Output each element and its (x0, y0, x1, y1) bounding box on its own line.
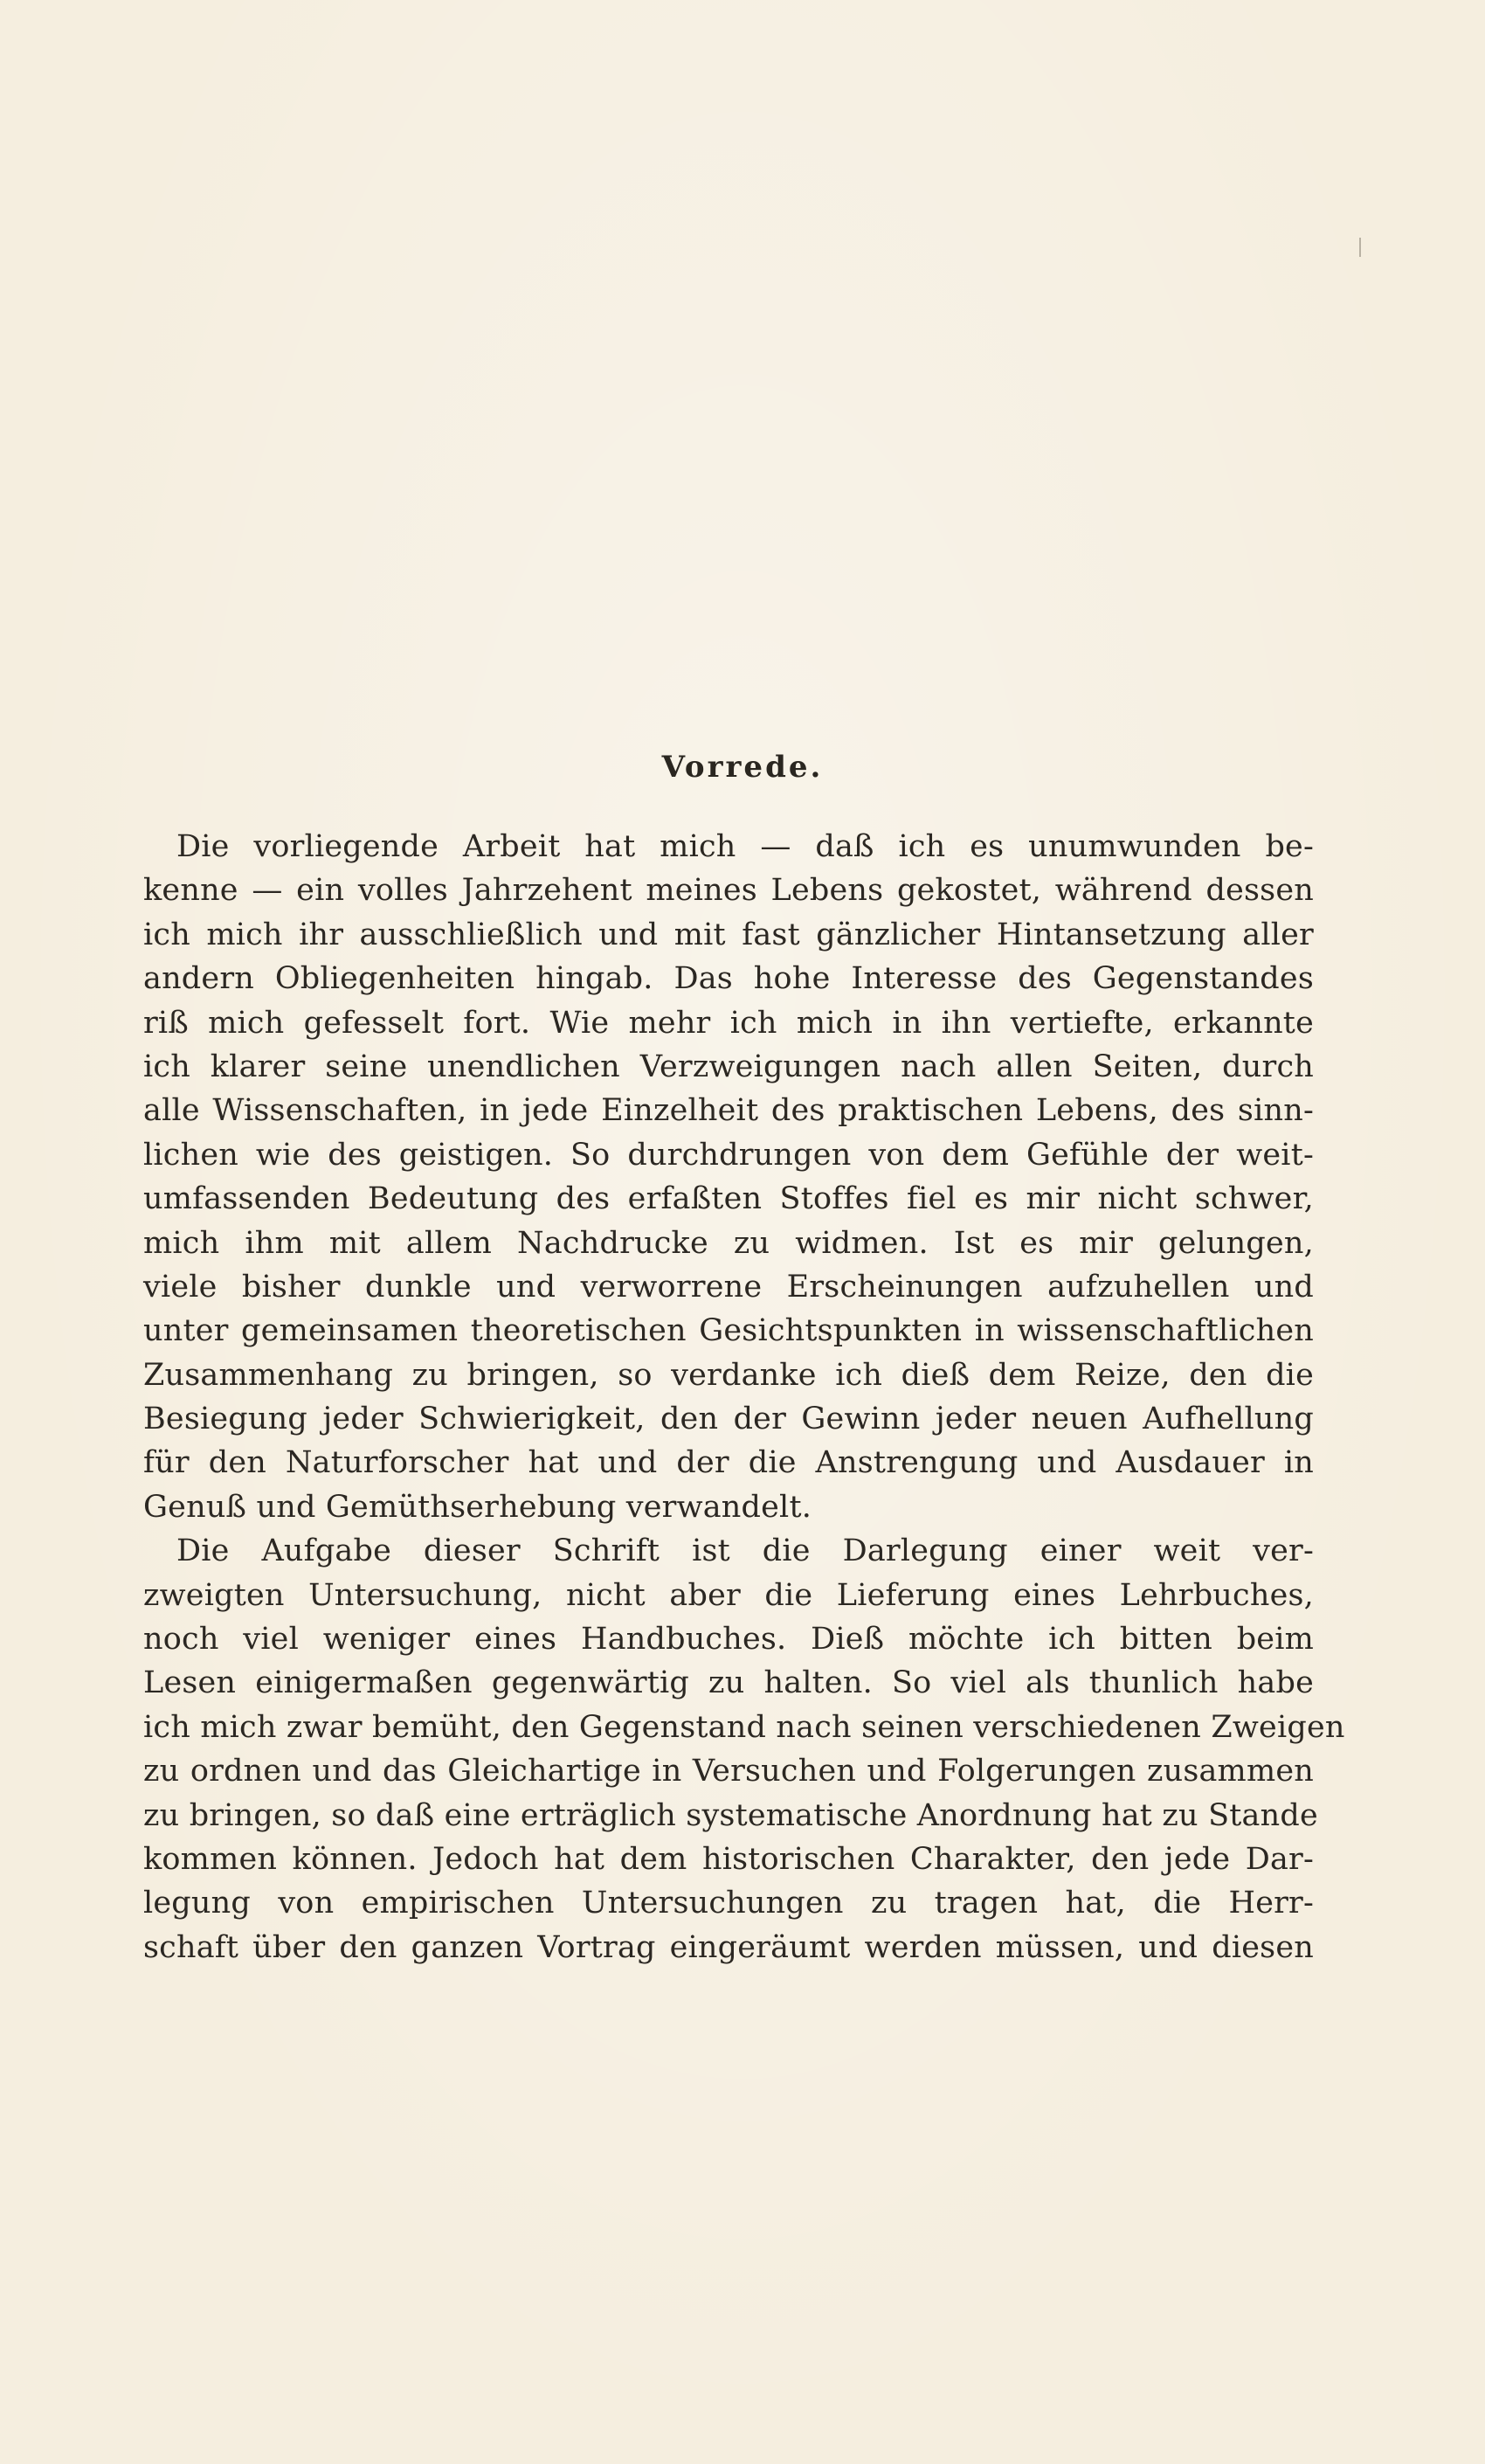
text-line: kenne — ein volles Jahrzehent meines Lebens gekostet, während dessen (143, 873, 1314, 909)
text-line: mich ihm mit allem Nachdrucke zu widmen. Ist es mir gelungen, (143, 1225, 1314, 1261)
page-title: Vorrede. (661, 750, 824, 785)
text-line: andern Obliegenheiten hingab. Das hohe Interesse des Gegenstandes (143, 961, 1314, 997)
text-line: unter gemeinsamen theoretischen Gesichtspunkten in wissenschaftlichen (143, 1313, 1314, 1349)
text-line: ich mich ihr ausschließlich und mit fast gänzlicher Hintansetzung aller (143, 917, 1314, 952)
text-line: alle Wissenschaften, in jede Einzelheit des praktischen Lebens, des sinn- (143, 1093, 1314, 1129)
text-line: ich klarer seine unendlichen Verzweigungen nach allen Seiten, durch (143, 1049, 1314, 1084)
text-line: umfassenden Bedeutung des erfaßten Stoffes fiel es mir nicht schwer, (143, 1181, 1314, 1217)
body-text (143, 825, 1345, 1969)
text-line: zu bringen, so daß eine erträglich systematische Anordnung hat zu Stande (143, 1797, 1318, 1833)
stray-mark (1359, 238, 1361, 257)
text-line: lichen wie des geistigen. So durchdrungen von dem Gefühle der weit- (143, 1137, 1314, 1173)
text-line: zu ordnen und das Gleichartige in Versuchen und Folgerungen zusammen (143, 1754, 1314, 1789)
text-line: Genuß und Gemüthserhebung verwandelt. (143, 1489, 812, 1525)
text-line: noch viel weniger eines Handbuches. Dieß möchte ich bitten beim (143, 1622, 1314, 1658)
text-line: Die vorliegende Arbeit hat mich — daß ich es unumwunden be- (176, 829, 1314, 864)
text-line: Besiegung jeder Schwierigkeit, den der Gewinn jeder neuen Aufhellung (143, 1402, 1314, 1437)
text-line: Zusammenhang zu bringen, so verdanke ich dieß dem Reize, den die (143, 1357, 1314, 1393)
text-line: für den Naturforscher hat und der die Anstrengung und Ausdauer in (143, 1445, 1314, 1481)
text-line: viele bisher dunkle und verworrene Erscheinungen aufzuhellen und (143, 1269, 1314, 1305)
text-line: schaft über den ganzen Vortrag eingeräumt werden müssen, und diesen (143, 1929, 1314, 1965)
text-line: riß mich gefesselt fort. Wie mehr ich mich in ihn vertiefte, erkannte (143, 1005, 1314, 1041)
text-line: zweigten Untersuchung, nicht aber die Lieferung eines Lehrbuches, (143, 1577, 1314, 1613)
text-line: ich mich zwar bemüht, den Gegenstand nach seinen verschiedenen Zweigen (143, 1709, 1345, 1745)
text-line: legung von empirischen Untersuchungen zu tragen hat, die Herr- (143, 1886, 1314, 1921)
text-line: Die Aufgabe dieser Schrift ist die Darlegung einer weit ver- (176, 1533, 1314, 1569)
text-line: Lesen einigermaßen gegenwärtig zu halten. So viel als thunlich habe (143, 1665, 1314, 1701)
text-line: kommen können. Jedoch hat dem historischen Charakter, den jede Dar- (143, 1841, 1314, 1877)
